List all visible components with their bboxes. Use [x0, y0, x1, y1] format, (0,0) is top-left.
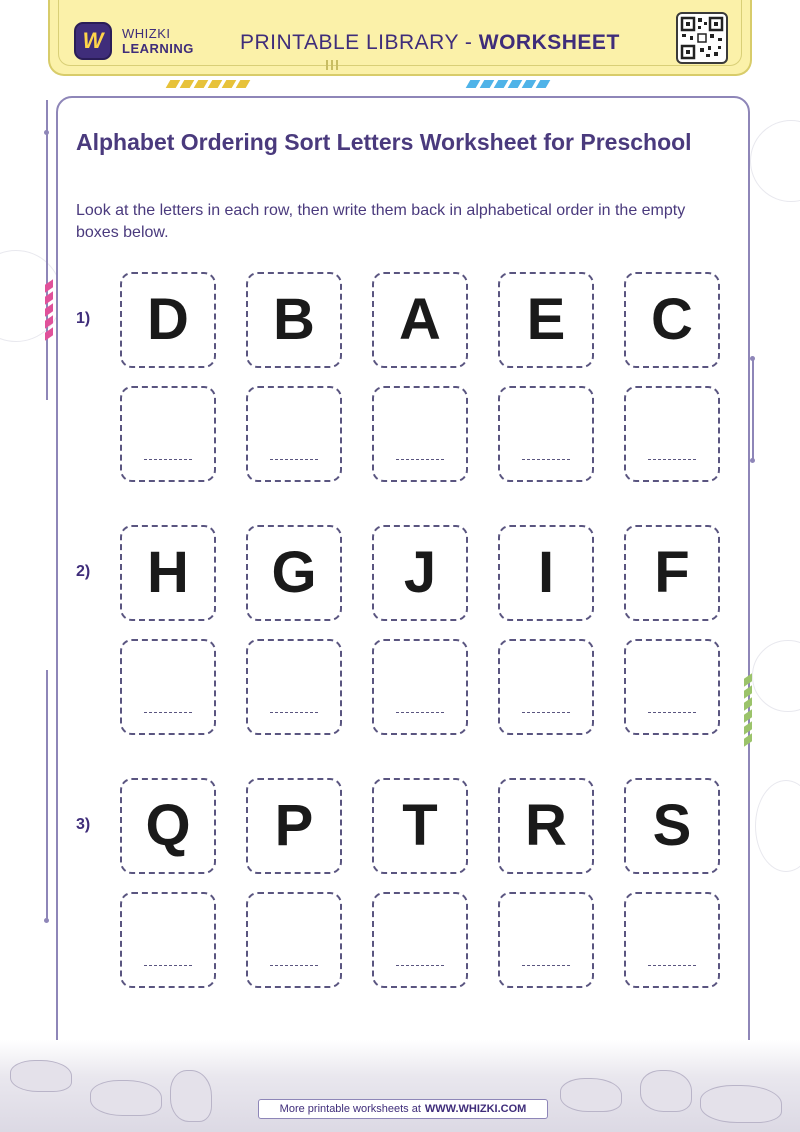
- letter: P: [274, 793, 314, 858]
- background-doodle: [750, 120, 800, 202]
- brand-name-line2: LEARNING: [122, 41, 194, 56]
- answer-write-line: [144, 965, 192, 966]
- logo-letter: W: [82, 28, 104, 53]
- letter-box: [498, 778, 594, 874]
- answer-box[interactable]: [372, 639, 468, 735]
- letter: A: [399, 287, 441, 352]
- letter: J: [403, 540, 437, 605]
- answer-write-line: [396, 712, 444, 713]
- whizki-logo-icon[interactable]: [74, 22, 112, 60]
- pink-side-stripes: [45, 282, 53, 338]
- letter: F: [654, 540, 690, 605]
- answer-box[interactable]: [246, 386, 342, 482]
- library-title: [240, 31, 620, 55]
- letter-box: [624, 272, 720, 368]
- answer-box[interactable]: [624, 639, 720, 735]
- answer-write-line: [144, 712, 192, 713]
- footer-rock: [700, 1085, 782, 1123]
- letter: H: [147, 540, 189, 605]
- answer-box[interactable]: [624, 892, 720, 988]
- letter-box: [120, 778, 216, 874]
- answer-write-line: [396, 965, 444, 966]
- answer-write-line: [144, 459, 192, 460]
- left-side-line: [46, 100, 48, 400]
- letter-box: [624, 525, 720, 621]
- answer-write-line: [270, 459, 318, 460]
- library-label: PRINTABLE LIBRARY -: [240, 31, 473, 54]
- letter-box: [246, 272, 342, 368]
- answer-write-line: [522, 459, 570, 460]
- answer-box[interactable]: [372, 892, 468, 988]
- answer-box[interactable]: [246, 639, 342, 735]
- worksheet-title: Alphabet Ordering Sort Letters Worksheet for Preschool: [76, 129, 692, 155]
- left-side-dot: [44, 918, 49, 923]
- background-doodle: [755, 780, 800, 872]
- footer-url[interactable]: WWW.WHIZKI.COM: [424, 1103, 527, 1115]
- letter-box: [120, 272, 216, 368]
- letter-box: [246, 525, 342, 621]
- answer-box[interactable]: [624, 386, 720, 482]
- letter: T: [402, 793, 438, 858]
- letter: C: [651, 287, 693, 352]
- letter: E: [526, 287, 566, 352]
- green-side-stripes: [744, 676, 752, 744]
- letter: Q: [145, 793, 191, 858]
- gold-stripe-accent: [168, 80, 248, 88]
- brand-name-line1: WHIZKI: [122, 26, 171, 41]
- letter-box: [120, 525, 216, 621]
- footer-rock: [640, 1070, 692, 1112]
- letter-box: [372, 778, 468, 874]
- answer-write-line: [522, 712, 570, 713]
- answer-write-line: [270, 965, 318, 966]
- letter-box: [498, 272, 594, 368]
- answer-write-line: [396, 459, 444, 460]
- letter: G: [271, 540, 317, 605]
- qr-code-graphic: [678, 14, 726, 62]
- answer-write-line: [648, 459, 696, 460]
- letter: I: [537, 540, 555, 605]
- letter-box: [246, 778, 342, 874]
- right-side-dot: [750, 458, 755, 463]
- row-number: 3): [76, 816, 91, 833]
- answer-write-line: [648, 965, 696, 966]
- footer-rock: [10, 1060, 72, 1092]
- library-type: WORKSHEET: [478, 31, 620, 54]
- letter-box: [624, 778, 720, 874]
- right-side-dot: [750, 356, 755, 361]
- letter-box: [372, 272, 468, 368]
- worksheet-instructions: Look at the letters in each row, then write them back in alphabetical order in the empty boxes below.: [76, 202, 686, 241]
- answer-box[interactable]: [120, 892, 216, 988]
- footer-link[interactable]: [258, 1099, 548, 1119]
- row-number: 2): [76, 563, 91, 580]
- letter: S: [652, 793, 692, 858]
- left-side-dot: [44, 130, 49, 135]
- right-side-line: [752, 360, 754, 460]
- brand-name[interactable]: [122, 26, 194, 56]
- answer-box[interactable]: [120, 386, 216, 482]
- letter-box: [372, 525, 468, 621]
- answer-write-line: [648, 712, 696, 713]
- answer-write-line: [522, 965, 570, 966]
- answer-box[interactable]: [246, 892, 342, 988]
- header-tick: [336, 60, 338, 70]
- left-side-line: [46, 670, 48, 920]
- answer-box[interactable]: [372, 386, 468, 482]
- answer-box[interactable]: [498, 892, 594, 988]
- footer-rock: [560, 1078, 622, 1112]
- background-doodle: [752, 640, 800, 712]
- letter: B: [273, 287, 315, 352]
- answer-write-line: [270, 712, 318, 713]
- letter: R: [525, 793, 567, 858]
- header-tick: [326, 60, 328, 70]
- letter: D: [147, 287, 189, 352]
- blue-stripe-accent: [468, 80, 548, 88]
- qr-code-icon[interactable]: [676, 12, 728, 64]
- footer-text: More printable worksheets at: [279, 1103, 421, 1115]
- letter-box: [498, 525, 594, 621]
- header-tick: [331, 60, 333, 70]
- row-number: 1): [76, 310, 91, 327]
- answer-box[interactable]: [498, 386, 594, 482]
- answer-box[interactable]: [120, 639, 216, 735]
- answer-box[interactable]: [498, 639, 594, 735]
- footer-rock: [170, 1070, 212, 1122]
- footer-rock: [90, 1080, 162, 1116]
